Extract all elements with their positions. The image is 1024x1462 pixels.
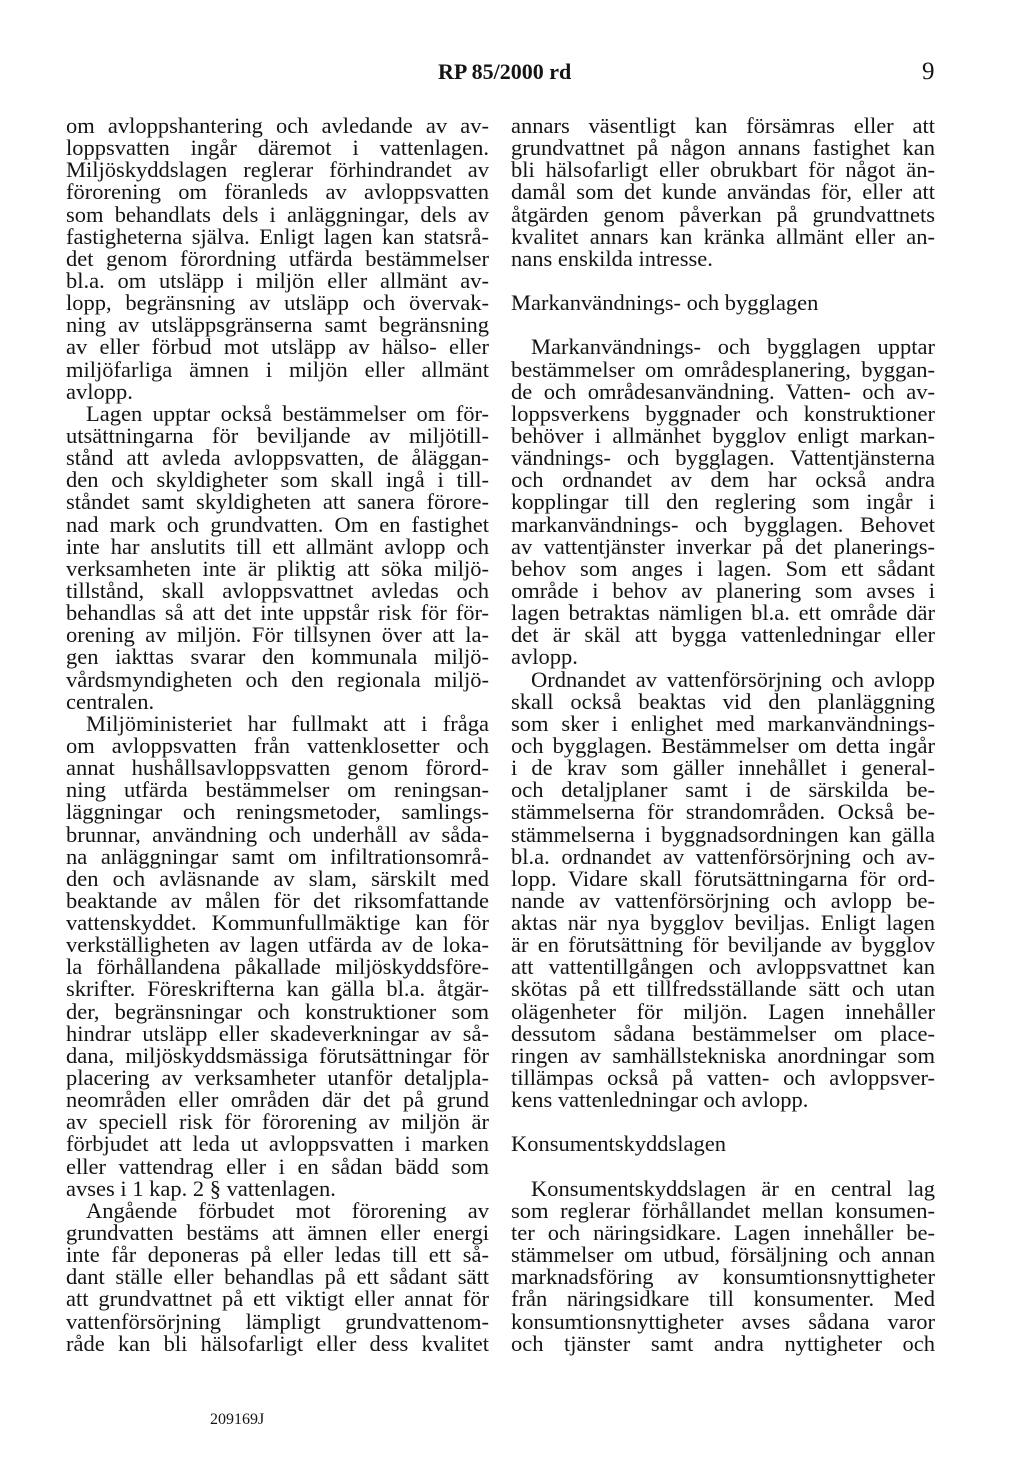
text-line: aktas när nya bygglov beviljas. Enligt lagen — [511, 910, 935, 936]
text-line: stämmelserna för strandområden. Också be- — [511, 799, 935, 825]
text-line: stämmelser om utbud, försäljning och annan — [511, 1242, 935, 1268]
text-line: vårdsmyndigheten och den regionala miljö- — [66, 666, 489, 692]
text-line: av speciell risk för förorening av miljön är — [66, 1109, 489, 1135]
text-line: annat hushållsavloppsvatten genom förord- — [66, 755, 489, 781]
text-line: förorening om föranleds av avloppsvatten — [66, 179, 489, 205]
paragraph — [511, 1175, 935, 1356]
page-number: 9 — [922, 58, 935, 85]
text-line: som reglerar förhållandet mellan konsumen- — [511, 1197, 935, 1223]
text-line: fastigheterna själva. Enligt lagen kan statsrå- — [66, 223, 489, 249]
footer-print-code: 209169J — [210, 1411, 265, 1428]
text-line: råde kan bli hälsofarligt eller dess kvalitet — [66, 1330, 489, 1356]
text-line: loppsverkens byggnader och konstruktioner — [511, 400, 935, 426]
text-line: ter och näringsidkare. Lagen innehåller be- — [511, 1220, 935, 1246]
text-line: Markanvändnings- och bygglagen upptar — [531, 334, 935, 360]
text-line: om avloppshantering och avledande av av- — [66, 113, 489, 138]
text-line: ning utfärda bestämmelser om reningsan- — [66, 777, 489, 803]
text-line: dessutom sådana bestämmelser om place- — [511, 1020, 935, 1046]
text-line: damål som det kunde användas för, eller att — [511, 179, 935, 205]
paragraph — [511, 336, 935, 668]
text-line: grundvattnet på någon annans fastighet kan — [511, 135, 935, 161]
text-line: tillstånd, skall avloppsvattnet avledas och — [66, 577, 489, 603]
text-line: inte får deponeras på eller ledas till ett så- — [66, 1242, 489, 1268]
text-line: det genom förordning utfärda bestämmelser — [66, 245, 489, 271]
running-header-title: RP 85/2000 rd — [438, 59, 572, 84]
text-line: kens vattenledningar och avlopp. — [511, 1087, 809, 1113]
text-line: ståndet samt skyldigheten att sanera förore- — [66, 489, 489, 515]
text-line: och detaljplaner samt i de särskilda be- — [511, 777, 935, 803]
text-line: dana, miljöskyddsmässiga förutsättningar för — [66, 1042, 489, 1068]
text-line: eller vattendrag eller i en sådan bädd som — [66, 1153, 489, 1179]
paragraph — [511, 666, 935, 1113]
text-line: ringen av samhällstekniska anordningar som — [511, 1042, 935, 1068]
right-column — [511, 115, 935, 1355]
text-line: om avloppsvatten från vattenklosetter och — [66, 732, 489, 758]
paragraph — [66, 400, 489, 714]
paragraph — [66, 710, 489, 1201]
text-line: skrifter. Föreskrifterna kan gälla bl.a. åtgär- — [66, 976, 489, 1002]
text-line: marknadsföring av konsumtionsnyttigheter — [511, 1264, 935, 1290]
text-line: miljöfarliga ämnen i miljön eller allmänt — [66, 356, 489, 382]
text-line: dant ställe eller behandlas på ett sådant sätt — [66, 1264, 489, 1290]
text-line: åtgärden genom påverkan på grundvattnets — [511, 201, 935, 227]
text-line: och tjänster samt andra nyttigheter och — [511, 1330, 935, 1356]
text-line: Miljöministeriet har fullmakt att i fråga — [86, 710, 489, 736]
text-line: vattenförsörjning lämpligt grundvattenom- — [66, 1308, 489, 1334]
text-line: i de krav som gäller innehållet i general- — [511, 755, 935, 781]
text-line: markanvändnings- och bygglagen. Behovet — [511, 511, 935, 537]
text-line: stånd att avleda avloppsvatten, de åläggan- — [66, 445, 489, 471]
text-line: bestämmelser om områdesplanering, byggan- — [511, 356, 935, 382]
text-line: som sker i enlighet med markanvändnings- — [511, 710, 935, 736]
text-line: nans enskilda intresse. — [511, 245, 713, 271]
section-heading: Konsumentskyddslagen — [511, 1131, 726, 1157]
text-line: lopp. Vidare skall förutsättningarna för ord- — [511, 865, 935, 891]
text-line: skötas på ett tillfredsställande sätt och utan — [511, 976, 935, 1002]
text-line: annars väsentligt kan försämras eller att — [511, 113, 935, 138]
text-line: gen iakttas svarar den kommunala miljö- — [66, 644, 489, 670]
text-line: loppsvatten ingår däremot i vattenlagen. — [66, 135, 489, 161]
text-line: vattenskyddet. Kommunfullmäktige kan för — [66, 910, 489, 936]
text-line: nad mark och grundvatten. Om en fastighet — [66, 511, 489, 537]
text-line: lopp, begränsning av utsläpp och övervak- — [66, 290, 489, 316]
text-line: att grundvattnet på ett viktigt eller annat för — [66, 1286, 489, 1312]
text-line: utsättningarna för beviljande av miljötill- — [66, 422, 489, 448]
text-line: att vattentillgången och avloppsvattnet kan — [511, 954, 935, 980]
text-line: kvalitet annars kan kränka allmänt eller an- — [511, 223, 935, 249]
text-line: grundvatten bestäms att ämnen eller energi — [66, 1220, 489, 1246]
text-line: behöver i allmänhet bygglov enligt markan- — [511, 422, 935, 448]
text-line: vändnings- och bygglagen. Vattentjänsterna — [511, 445, 935, 471]
text-line: neområden eller områden där det på grund — [66, 1087, 489, 1113]
text-line: verkställigheten av lagen utfärda av de loka- — [66, 932, 489, 958]
text-line: Ordnandet av vattenförsörjning och avlopp — [531, 666, 935, 692]
text-line: Angående förbudet mot förorening av — [86, 1197, 489, 1223]
text-line: avses i 1 kap. 2 § vattenlagen. — [66, 1175, 336, 1201]
paragraph — [66, 115, 489, 403]
text-line: avlopp. — [66, 378, 133, 404]
text-line: inte har anslutits till ett allmänt avlopp och — [66, 533, 489, 559]
text-line: den och skyldigheter som skall ingå i till- — [66, 467, 489, 493]
text-line: bl.a. ordnandet av vattenförsörjning och av- — [511, 843, 935, 869]
text-line: centralen. — [66, 688, 155, 714]
text-line: av vattentjänster inverkar på det planerings- — [511, 533, 935, 559]
text-line: hindrar utsläpp eller skadeverkningar av så- — [66, 1020, 489, 1046]
paragraph — [66, 1197, 489, 1356]
text-line: Lagen upptar också bestämmelser om för- — [86, 400, 489, 426]
text-line: konsumtionsnyttigheter avses sådana varor — [511, 1308, 935, 1334]
text-line: beaktande av målen för det riksomfattande — [66, 887, 489, 913]
text-line: lagen betraktas nämligen bl.a. ett område där — [511, 600, 935, 626]
text-line: förbjudet att leda ut avloppsvatten i marken — [66, 1131, 489, 1157]
text-line: och bygglagen. Bestämmelser om detta ingår — [511, 732, 935, 758]
text-line: område i behov av planering som avses i — [511, 577, 935, 603]
text-line: stämmelserna i byggnadsordningen kan gälla — [511, 821, 935, 847]
text-line: la förhållandena påkallade miljöskyddsföre- — [66, 954, 489, 980]
section-heading: Markanvändnings- och bygglagen — [511, 290, 819, 316]
text-line: brunnar, användning och underhåll av såda- — [66, 821, 489, 847]
text-line: Konsumentskyddslagen är en central lag — [531, 1175, 935, 1201]
text-line: den och avläsnande av slam, särskilt med — [66, 865, 489, 891]
text-line: läggningar och reningsmetoder, samlings- — [66, 799, 489, 825]
text-line: placering av verksamheter utanför detaljpla- — [66, 1065, 489, 1091]
text-line: behandlas så att det inte uppstår risk för för- — [66, 600, 489, 626]
text-line: tillämpas också på vatten- och avloppsver- — [511, 1065, 935, 1091]
text-line: som behandlats dels i anläggningar, dels av — [66, 201, 489, 227]
text-line: av eller förbud mot utsläpp av hälso- eller — [66, 334, 489, 360]
text-line: avlopp. — [511, 644, 578, 670]
text-line: skall också beaktas vid den planläggning — [511, 688, 935, 714]
text-line: orening av miljön. För tillsynen över att la- — [66, 622, 489, 648]
text-line: na anläggningar samt om infiltrationsområ- — [66, 843, 489, 869]
text-line: bli hälsofarligt eller obrukbart för något än- — [511, 157, 935, 183]
text-line: från näringsidkare till konsumenter. Med — [511, 1286, 935, 1312]
text-line: olägenheter för miljön. Lagen innehåller — [511, 998, 935, 1024]
text-line: de och områdesanvändning. Vatten- och av- — [511, 378, 935, 404]
text-line: det är skäl att bygga vattenledningar eller — [511, 622, 935, 648]
text-line: bl.a. om utsläpp i miljön eller allmänt av- — [66, 267, 489, 293]
text-line: ning av utsläppsgränserna samt begränsning — [66, 312, 489, 338]
text-line: kopplingar till den reglering som ingår i — [511, 489, 935, 515]
text-line: verksamheten inte är pliktig att söka miljö- — [66, 555, 489, 581]
paragraph — [511, 115, 935, 270]
text-line: är en förutsättning för beviljande av bygglov — [511, 932, 935, 958]
text-line: behov som anges i lagen. Som ett sådant — [511, 555, 935, 581]
left-column — [66, 115, 489, 1355]
text-line: der, begränsningar och konstruktioner som — [66, 998, 489, 1024]
text-line: nande av vattenförsörjning och avlopp be- — [511, 887, 935, 913]
text-line: och ordnandet av dem har också andra — [511, 467, 935, 493]
text-line: Miljöskyddslagen reglerar förhindrandet av — [66, 157, 489, 183]
